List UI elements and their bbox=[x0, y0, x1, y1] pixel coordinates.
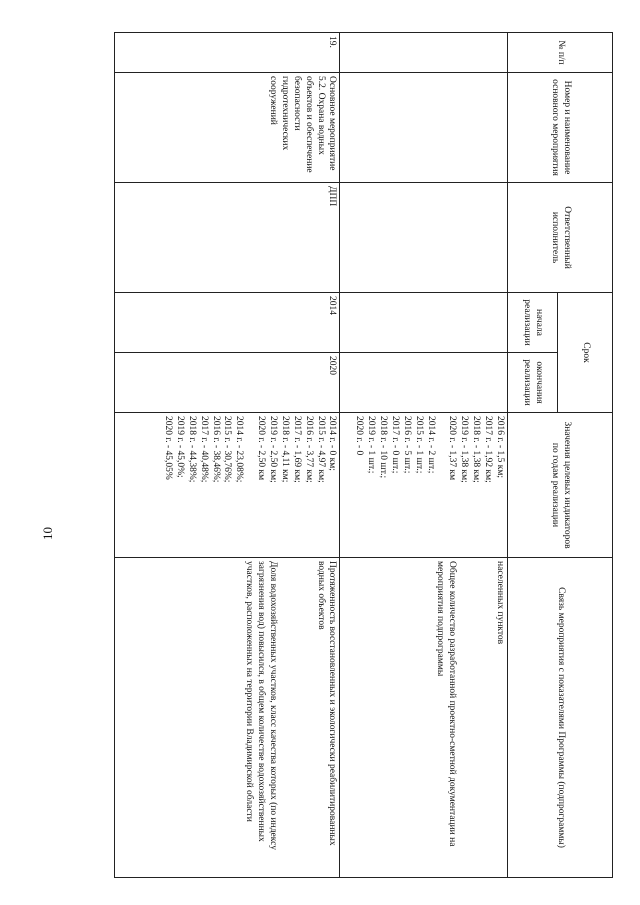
cell-start bbox=[340, 293, 508, 353]
header-term: Срок bbox=[558, 293, 613, 413]
cell-link: населенных пунктов Общее количество разработанной проектно-сметной документации на мероприятия подпрограммы bbox=[340, 558, 508, 878]
cell-end bbox=[340, 353, 508, 413]
cell-name bbox=[340, 73, 508, 183]
header-term-start: начала реализации bbox=[508, 293, 558, 353]
page-number: 10 bbox=[40, 527, 55, 540]
rotated-table-container bbox=[143, 32, 613, 877]
cell-start: 2014 bbox=[115, 293, 340, 353]
cell-indicators: 2014 г. - 0 км; 2015 г. - 4,97 км; 2016 г. - 3,77 км; 2017 г. - 1,69 км; 2018 г. - 4,11 км; 2019 г. - 2,50 км; 2020 г. - 2,50 км 2014 г. - 23,08%; 2015 г. - 30,76%; 2016 г. - 38,46%; 2017 г. - 40,48%; 2018 г. - 44,38%; 2019 г. - 45,0%; 2020 г. - 45,05% bbox=[115, 413, 340, 558]
cell-responsible bbox=[340, 183, 508, 293]
cell-name: Основное мероприятие 5.2. Охрана водных объектов и обеспечение безопасности гидротехнических сооружений bbox=[115, 73, 340, 183]
cell-num: 19. bbox=[115, 33, 340, 73]
cell-indicators: 2016 г. - 1,5 км; 2017 г. - 1,92 км; 2018 г. - 1,38 км; 2019 г. - 1,38 км; 2020 г. - 1,37 км 2014 г. - 2 шт.; 2015 г. - 1 шт.; 2016 г. - 5 шт.; 2017 г. - 0 шт.; 2018 г. - 10 шт.; 2019 г. - 1 шт.; 2020 г. - 0 bbox=[340, 413, 508, 558]
table-row bbox=[115, 33, 340, 878]
table-row bbox=[340, 33, 508, 878]
cell-num bbox=[340, 33, 508, 73]
header-responsible: Ответственный исполнитель bbox=[508, 183, 613, 293]
header-num: № п/п bbox=[508, 33, 613, 73]
header-name: Номер и наименование основного мероприятия bbox=[508, 73, 613, 183]
cell-responsible: ДПП bbox=[115, 183, 340, 293]
header-link: Связь мероприятия с показателями Программы (подпрограммы) bbox=[508, 558, 613, 878]
header-term-end: окончания реализации bbox=[508, 353, 558, 413]
cell-link: Протяженность восстановленных и экологически реабилитированных водных объектов Доля водохозяйственных участков, класс качества которых (по индексу загрязнения вод) повысился, в общем количестве водохозяйственных участков, расположенных на территории Владимирской области bbox=[115, 558, 340, 878]
cell-end: 2020 bbox=[115, 353, 340, 413]
program-measures-table bbox=[115, 32, 614, 878]
header-indicators: Значения целевых индикаторов по годам реализации bbox=[508, 413, 613, 558]
